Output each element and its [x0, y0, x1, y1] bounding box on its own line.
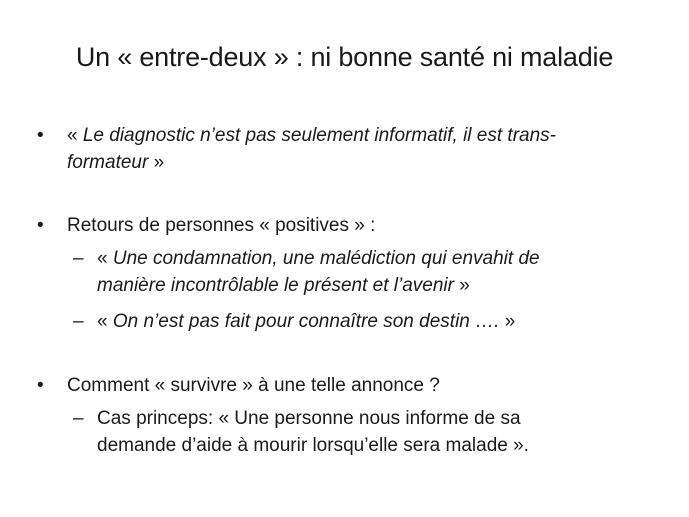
dash-icon: –	[73, 311, 84, 332]
slide-title: Un « entre-deux » : ni bonne santé ni maladie	[75, 42, 614, 72]
bullet-line	[67, 122, 627, 149]
bullet-icon: •	[37, 125, 44, 146]
sub-line	[97, 308, 627, 335]
quote-close: »	[148, 152, 165, 173]
bullet-diagnostic-quote	[37, 122, 627, 176]
bullet-positive-feedback	[37, 212, 627, 239]
bullet-survive	[37, 372, 627, 399]
quote-text-line1: Le diagnostic n’est pas seulement informatif, il est trans-	[82, 125, 556, 146]
quote-open: «	[97, 311, 113, 332]
bullet-icon: •	[37, 215, 44, 236]
sub-bullet-condemnation	[73, 245, 627, 299]
quote-text-line2: manière incontrôlable le présent et l’avenir	[97, 275, 454, 296]
quote-close: »	[499, 311, 516, 332]
quote-open: «	[67, 125, 83, 146]
sub-line: demande d’aide à mourir lorsqu’elle sera malade ».	[97, 435, 529, 456]
bullet-line	[67, 149, 627, 176]
sub-line: Cas princeps: « Une personne nous informe de sa	[97, 408, 521, 429]
sub-line	[97, 245, 627, 272]
dash-icon: –	[73, 408, 84, 429]
quote-text: On n’est pas fait pour connaître son destin ….	[112, 311, 500, 332]
quote-text-line1: Une condamnation, une malédiction qui envahit de	[112, 248, 540, 269]
quote-open: «	[97, 248, 113, 269]
bullet-text: Retours de personnes « positives » :	[67, 215, 376, 236]
bullet-text: Comment « survivre » à une telle annonce ?	[67, 375, 440, 396]
quote-close: »	[453, 275, 470, 296]
sub-bullet-destiny	[73, 308, 627, 335]
quote-text-line2: formateur	[67, 152, 149, 173]
sub-bullet-case	[73, 405, 627, 459]
sub-line	[97, 272, 627, 299]
bullet-icon: •	[37, 375, 44, 396]
dash-icon: –	[73, 248, 84, 269]
